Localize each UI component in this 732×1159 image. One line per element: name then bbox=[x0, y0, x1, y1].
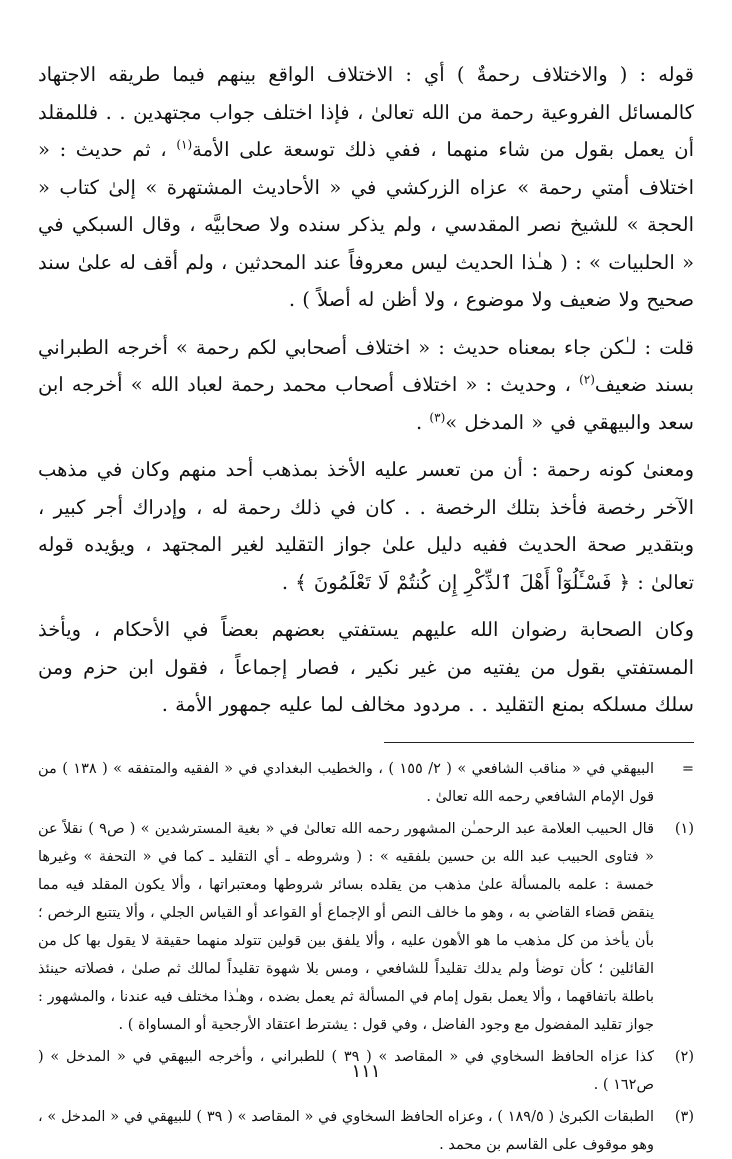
footnote-number: (١) bbox=[674, 820, 694, 837]
paragraph-3-text: ومعنىٰ كونه رحمة : أن من تعسر عليه الأخذ بمذهب أحد منهم وكان في مذهب الآخر رخصة فأخذ بتلك الرخصة . . كان في ذلك رحمة له ، وإدراك أجر كبير ، وبتقدير صحة الحديث ففيه دليل علىٰ جواز التقليد لغير المجتهد ، ويؤيده قوله تعالىٰ : bbox=[38, 458, 694, 594]
paragraph-3 bbox=[38, 451, 694, 601]
paragraph-1-text: قوله : ( والاختلاف رحمةٌ ) أي : الاختلاف الواقع بينهم فيما طريقه الاجتهاد كالمسائل الفروعية رحمة من الله تعالىٰ ، فإذا اختلف جواب مجتهدين . . فللمقلد أن يعمل بقول من شاء منهما ، ففي ذلك توسعة على الأمة bbox=[38, 63, 694, 161]
footnote-ref-3[interactable]: (٣) bbox=[429, 410, 446, 424]
footnote-number: = bbox=[681, 760, 694, 777]
footnote-text: كذا عزاه الحافظ السخاوي في « المقاصد » ( ٣٩ ) للطبراني ، وأخرجه البيهقي في « المدخل » ( ص١٦٢ ) . bbox=[38, 1048, 655, 1093]
footnote-1 bbox=[38, 815, 694, 1039]
paragraph-4 bbox=[38, 611, 694, 724]
footnote-text: قال الحبيب العلامة عبد الرحمـٰن المشهور رحمه الله تعالىٰ في « بغية المسترشدين » ( ص٩ ) نقلاً عن « فتاوى الحبيب عبد الله بن حسين بلفقيه » : ( وشروطه ـ أي التقليد ـ كما في « التحفة » وغيرها خمسة : علمه بالمسألة علىٰ مذهب من يقلده بسائر شروطها ومعتبراتها ، وألا يكون المقلد فيه مما ينقض قضاء القاضي به ، وهو ما خالف النص أو الإجماع أو القواعد أو القياس الجلي ، وألا يتتبع الرخص ؛ بأن يأخذ من كل مذهب ما هو الأهون عليه ، وألا يلفق بين قولين تتولد منهما حقيقة لا يقول بها كل من القائلين ؛ كأن توضأ ولم يدلك تقليداً للشافعي ، ومس بلا شهوة تقليداً لمالك ثم صلىٰ ، فصلاته حينئذ باطلة باتفاقهما ، وألا يعمل بقول إمام في المسألة ثم يعمل بضده ، وهـٰذا مختلف فيه عندنا ، والمشهور : جواز تقليد المفضول مع وجود الفاضل ، وفي قول : يشترط اعتقاد الأرجحية أو المساواة ) . bbox=[38, 820, 654, 1033]
footnote-divider bbox=[384, 742, 694, 743]
footnote-number: (٢) bbox=[674, 1048, 694, 1065]
paragraph-2-text: قلت : لـٰكن جاء بمعناه حديث : « اختلاف أصحابي لكم رحمة » أخرجه الطبراني بسند ضعيف bbox=[38, 335, 694, 396]
footnote-continuation bbox=[38, 755, 694, 811]
footnote-number: (٣) bbox=[674, 1108, 694, 1125]
page-number: ١١١ bbox=[351, 1061, 381, 1082]
paragraph-3-tail: . bbox=[281, 570, 296, 594]
footnote-ref-2[interactable]: (٢) bbox=[579, 372, 595, 387]
footnote-ref-1[interactable]: (١) bbox=[176, 137, 193, 152]
paragraph-2-tail: ، وحديث : « اختلاف أصحاب محمد رحمة لعباد الله » أخرجه ابن سعد والبيهقي في « المدخل » bbox=[38, 373, 694, 434]
paragraph-1-tail: ، ثم حديث : « اختلاف أمتي رحمة » عزاه الزركشي في « الأحاديث المشتهرة » إلىٰ كتاب « الحجة » للشيخ نصر المقدسي ، ولم يذكر سنده ولا صحابيَّه ، وقال السبكي في « الحلبيات » : ( هـٰذا الحديث ليس معروفاً عند المحدثين ، ولم أقف له علىٰ سند صحيح ولا ضعيف ولا موضوع ، ولا أظن له أصلاً ) . bbox=[38, 138, 694, 311]
paragraph-4-text: وكان الصحابة رضوان الله عليهم يستفتي بعضهم بعضاً في الأحكام ، ويأخذ المستفتي بقول من يفتيه من غير نكير ، فصار إجماعاً ، فقول ابن حزم ومن سلك مسلكه بمنع التقليد . . مردود مخالف لما عليه جمهور الأمة . bbox=[38, 618, 694, 716]
footnotes bbox=[38, 755, 694, 1159]
paragraph-2-tail-end: . bbox=[416, 410, 430, 434]
footnote-text: البيهقي في « مناقب الشافعي » ( ٢/ ١٥٥ ) ، والخطيب البغدادي في « الفقيه والمتفقه » ( ١٣٨ ) من قول الإمام الشافعي رحمه الله تعالىٰ . bbox=[38, 760, 654, 805]
footnote-text: الطبقات الكبرىٰ ( ١٨٩/٥ ) ، وعزاه الحافظ السخاوي في « المقاصد » ( ٣٩ ) للبيهقي في « المدخل » ، وهو موقوف على القاسم بن محمد . bbox=[38, 1108, 655, 1153]
paragraph-1 bbox=[38, 56, 694, 319]
main-text bbox=[38, 56, 694, 724]
quran-verse: ﴿ فَسْـَٔلُوٓاْ أَهْلَ ٱلذِّكْرِ إِن كُنتُمْ لَا تَعْلَمُونَ ﴾ bbox=[295, 570, 631, 594]
footnote-3 bbox=[38, 1103, 694, 1159]
paragraph-2 bbox=[38, 329, 694, 442]
